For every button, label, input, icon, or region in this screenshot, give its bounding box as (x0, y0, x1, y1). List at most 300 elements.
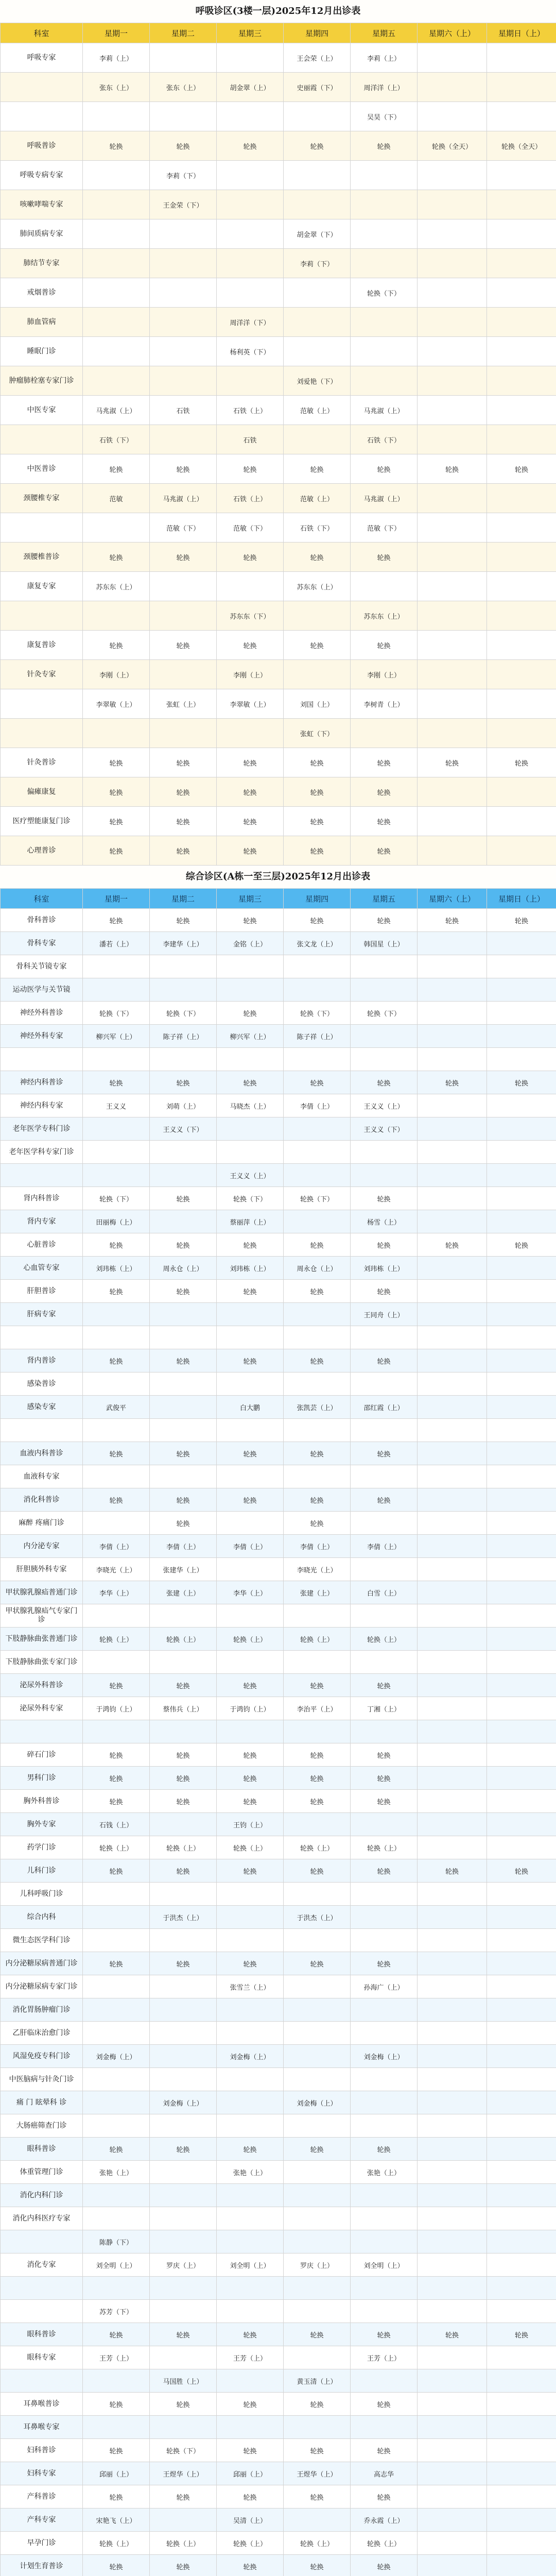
table-row (1, 631, 556, 660)
schedule-cell (150, 219, 217, 249)
department-cell: 早孕门诊 (1, 2532, 83, 2555)
schedule-cell (487, 836, 556, 866)
table-row (1, 572, 556, 601)
table-row (1, 2485, 556, 2509)
schedule-cell (284, 102, 351, 131)
schedule-cell: 轮换 (217, 131, 284, 161)
schedule-cell (83, 1604, 150, 1628)
schedule-cell: 李刚（上） (83, 660, 150, 689)
table-row (1, 1581, 556, 1604)
schedule-cell (351, 1720, 418, 1743)
schedule-cell (487, 2509, 556, 2532)
schedule-cell (150, 43, 217, 73)
department-cell: 消化科普诊 (1, 1488, 83, 1512)
schedule-cell (83, 2277, 150, 2300)
department-cell: 眼科专家 (1, 2346, 83, 2369)
schedule-cell: 孙海广（上） (351, 1975, 418, 1998)
schedule-cell (487, 102, 556, 131)
schedule-cell (217, 2416, 284, 2439)
schedule-cell (487, 1002, 556, 1025)
schedule-cell: 轮换 (351, 1790, 418, 1813)
schedule-cell: 轮换 (351, 1233, 418, 1257)
schedule-cell: 刘玮栋（上） (83, 1257, 150, 1280)
schedule-cell (351, 978, 418, 1002)
table-row (1, 1048, 556, 1071)
department-cell: 中医脑病与针灸门诊 (1, 2068, 83, 2091)
schedule-cell (418, 1651, 487, 1674)
schedule-cell: 轮换（下） (217, 1187, 284, 1210)
schedule-cell: 轮换 (217, 1790, 284, 1813)
schedule-cell (351, 1906, 418, 1929)
schedule-cell (351, 1929, 418, 1952)
schedule-cell (284, 1164, 351, 1187)
schedule-cell: 柳兴军（上） (217, 1025, 284, 1048)
schedule-cell: 李翠敏（上） (83, 689, 150, 719)
schedule-cell (487, 1303, 556, 1326)
schedule-cell: 于鸿钧（上） (83, 1697, 150, 1720)
schedule-cell: 轮换 (217, 1488, 284, 1512)
schedule-cell (351, 2416, 418, 2439)
schedule-cell: 轮换（全天） (487, 131, 556, 161)
schedule-cell (150, 2161, 217, 2184)
schedule-cell (418, 1883, 487, 1906)
schedule-cell (284, 2022, 351, 2045)
table-row (1, 2277, 556, 2300)
schedule-cell (487, 2393, 556, 2416)
schedule-cell (418, 1117, 487, 1141)
schedule-cell: 轮换 (284, 1442, 351, 1465)
schedule-cell (487, 978, 556, 1002)
schedule-cell (284, 1048, 351, 1071)
schedule-cell: 轮换 (83, 1743, 150, 1767)
department-cell: 甲状腺乳腺疝普通门诊 (1, 1581, 83, 1604)
table-row (1, 2323, 556, 2346)
schedule-cell: 轮换 (83, 2323, 150, 2346)
schedule-cell (487, 932, 556, 955)
department-cell: 中医专家 (1, 396, 83, 425)
schedule-cell (487, 308, 556, 337)
schedule-cell (418, 2532, 487, 2555)
schedule-cell (217, 1465, 284, 1488)
schedule-cell: 轮换 (150, 2393, 217, 2416)
schedule-cell: 轮换（上） (83, 1628, 150, 1651)
schedule-cell (351, 1048, 418, 1071)
schedule-cell (217, 955, 284, 978)
department-cell: 心理普诊 (1, 836, 83, 866)
schedule-cell (487, 1998, 556, 2022)
schedule-cell: 轮换 (284, 777, 351, 807)
schedule-cell (487, 1790, 556, 1813)
table-header-row (1, 889, 556, 909)
schedule-cell (487, 1396, 556, 1419)
schedule-cell (83, 719, 150, 748)
table-row (1, 2022, 556, 2045)
table-row (1, 1465, 556, 1488)
schedule-cell: 王煜华（上） (150, 2462, 217, 2485)
schedule-cell (418, 1141, 487, 1164)
schedule-cell (487, 1929, 556, 1952)
schedule-cell: 轮换 (217, 2393, 284, 2416)
schedule-cell: 轮换 (150, 1442, 217, 1465)
schedule-cell (284, 278, 351, 308)
schedule-cell (150, 1720, 217, 1743)
schedule-cell (217, 2230, 284, 2253)
table-row (1, 1257, 556, 1280)
table-row (1, 73, 556, 102)
table-row (1, 308, 556, 337)
schedule-cell (487, 2277, 556, 2300)
schedule-cell (418, 1836, 487, 1859)
department-cell (1, 1164, 83, 1187)
schedule-cell (83, 219, 150, 249)
schedule-cell (217, 2114, 284, 2138)
schedule-cell: 李莉（下） (150, 161, 217, 190)
department-cell: 神经内科专家 (1, 1094, 83, 1117)
schedule-cell (83, 1906, 150, 1929)
schedule-cell (284, 1883, 351, 1906)
schedule-cell: 李华（上） (83, 1581, 150, 1604)
schedule-cell (284, 2068, 351, 2091)
schedule-cell (418, 2416, 487, 2439)
schedule-cell (487, 73, 556, 102)
table-row (1, 366, 556, 396)
schedule-cell (284, 2184, 351, 2207)
schedule-cell (284, 2277, 351, 2300)
schedule-cell (217, 1372, 284, 1396)
schedule-cell (284, 1975, 351, 1998)
schedule-cell: 石铁（下） (284, 513, 351, 543)
column-header: 星期三 (217, 889, 284, 909)
schedule-cell: 轮换 (83, 1349, 150, 1372)
schedule-cell (418, 631, 487, 660)
schedule-cell (351, 2300, 418, 2323)
table-row (1, 777, 556, 807)
schedule-cell (217, 572, 284, 601)
schedule-cell: 轮换 (217, 2323, 284, 2346)
schedule-cell: 范敏 (83, 484, 150, 513)
schedule-cell (83, 2114, 150, 2138)
schedule-cell: 轮换（下） (351, 1002, 418, 1025)
schedule-cell (487, 1743, 556, 1767)
table-row (1, 2369, 556, 2393)
schedule-cell: 轮换 (150, 1233, 217, 1257)
schedule-cell (418, 1558, 487, 1581)
schedule-cell (150, 366, 217, 396)
table-row (1, 1071, 556, 1094)
schedule-cell (351, 2207, 418, 2230)
schedule-cell (418, 1813, 487, 1836)
schedule-cell: 轮换 (150, 909, 217, 932)
table-row (1, 278, 556, 308)
department-cell: 计划生育普诊 (1, 2555, 83, 2576)
schedule-cell (351, 2114, 418, 2138)
schedule-cell: 李倩（上） (83, 1535, 150, 1558)
schedule-cell: 苏东东（上） (284, 572, 351, 601)
schedule-cell: 轮换 (351, 1071, 418, 1094)
schedule-cell: 范敏（上） (284, 484, 351, 513)
schedule-cell (487, 513, 556, 543)
schedule-cell (487, 601, 556, 631)
schedule-cell (487, 2532, 556, 2555)
schedule-cell (83, 1975, 150, 1998)
schedule-cell (418, 2277, 487, 2300)
schedule-cell (217, 43, 284, 73)
schedule-cell (284, 1651, 351, 1674)
department-cell: 肺血管病 (1, 308, 83, 337)
schedule-cell (284, 1141, 351, 1164)
schedule-cell: 刘国（上） (284, 689, 351, 719)
schedule-cell (284, 1998, 351, 2022)
schedule-cell: 轮换 (351, 2323, 418, 2346)
table-row (1, 2439, 556, 2462)
department-cell: 儿科门诊 (1, 1859, 83, 1883)
schedule-cell (83, 1720, 150, 1743)
schedule-cell (83, 2207, 150, 2230)
department-cell: 肝胆普诊 (1, 1280, 83, 1303)
schedule-cell: 轮换 (351, 1859, 418, 1883)
schedule-cell: 刘金梅（上） (351, 2045, 418, 2068)
table-row (1, 396, 556, 425)
schedule-cell: 轮换 (418, 909, 487, 932)
schedule-cell: 罗庆（上） (150, 2253, 217, 2277)
schedule-cell: 轮换 (351, 2555, 418, 2576)
department-cell: 医疗塑能康复门诊 (1, 807, 83, 836)
schedule-cell: 轮换 (487, 1233, 556, 1257)
schedule-cell: 李刚（上） (351, 660, 418, 689)
schedule-cell: 石铁（上） (217, 396, 284, 425)
table-row (1, 43, 556, 73)
schedule-cell (150, 2068, 217, 2091)
department-cell (1, 1419, 83, 1442)
department-cell: 神经内科普诊 (1, 1071, 83, 1094)
schedule-cell (487, 2114, 556, 2138)
schedule-cell: 轮换 (284, 748, 351, 777)
schedule-cell (418, 689, 487, 719)
schedule-cell: 轮换 (217, 1442, 284, 1465)
schedule-cell: 石铁（下） (351, 425, 418, 454)
schedule-cell: 轮换 (418, 454, 487, 484)
schedule-cell (418, 1674, 487, 1697)
schedule-cell (351, 308, 418, 337)
schedule-cell: 潘若（上） (83, 932, 150, 955)
schedule-cell: 武俊平 (83, 1396, 150, 1419)
schedule-cell: 史丽霞（下） (284, 73, 351, 102)
schedule-cell (418, 2485, 487, 2509)
table-row (1, 2207, 556, 2230)
schedule-cell: 轮换 (150, 1790, 217, 1813)
schedule-cell: 轮换（上） (217, 1836, 284, 1859)
schedule-cell (487, 2416, 556, 2439)
schedule-cell (418, 2369, 487, 2393)
department-cell (1, 513, 83, 543)
department-cell (1, 1720, 83, 1743)
department-cell: 感染普诊 (1, 1372, 83, 1396)
schedule-cell (418, 2207, 487, 2230)
department-cell: 神经外科普诊 (1, 1002, 83, 1025)
department-cell (1, 2369, 83, 2393)
schedule-cell: 轮换 (487, 748, 556, 777)
department-cell: 肿瘤肺栓塞专家门诊 (1, 366, 83, 396)
schedule-cell: 轮换 (83, 131, 150, 161)
schedule-cell (487, 1581, 556, 1604)
schedule-cell (351, 337, 418, 366)
schedule-cell (217, 1883, 284, 1906)
department-cell: 麻醉 疼痛门诊 (1, 1512, 83, 1535)
schedule-cell: 轮换 (217, 909, 284, 932)
schedule-cell: 轮换 (150, 2323, 217, 2346)
schedule-cell (418, 2068, 487, 2091)
schedule-cell (418, 1535, 487, 1558)
department-cell: 消化内科门诊 (1, 2184, 83, 2207)
schedule-cell (351, 2277, 418, 2300)
schedule-cell (284, 601, 351, 631)
schedule-cell (418, 102, 487, 131)
schedule-cell: 轮换 (284, 1674, 351, 1697)
schedule-cell: 刘全明（上） (351, 2253, 418, 2277)
department-cell: 内分泌糖尿病专家门诊 (1, 1975, 83, 1998)
schedule-cell: 轮换 (217, 2138, 284, 2161)
table-row (1, 1790, 556, 1813)
schedule-cell: 轮换 (150, 2555, 217, 2576)
schedule-cell: 李倩（上） (284, 1094, 351, 1117)
schedule-cell (487, 2439, 556, 2462)
schedule-cell: 轮换 (487, 909, 556, 932)
schedule-cell (418, 955, 487, 978)
schedule-cell: 李晓光（上） (83, 1558, 150, 1581)
schedule-cell (217, 190, 284, 219)
department-cell: 胸外专家 (1, 1813, 83, 1836)
schedule-cell (217, 1651, 284, 1674)
schedule-cell: 轮换 (83, 1488, 150, 1512)
schedule-cell (83, 1164, 150, 1187)
schedule-cell: 胡金翠（下） (284, 219, 351, 249)
schedule-cell: 轮换 (83, 777, 150, 807)
schedule-cell: 轮换 (284, 131, 351, 161)
schedule-cell (150, 1883, 217, 1906)
schedule-cell: 轮换 (217, 1859, 284, 1883)
schedule-cell: 轮换 (284, 2439, 351, 2462)
table-row (1, 2253, 556, 2277)
schedule-cell (150, 2300, 217, 2323)
department-cell: 肾内专家 (1, 1210, 83, 1233)
department-cell: 颈腰椎专家 (1, 484, 83, 513)
table-row (1, 2114, 556, 2138)
department-cell (1, 73, 83, 102)
schedule-cell (418, 1790, 487, 1813)
schedule-cell: 轮换 (284, 1071, 351, 1094)
schedule-cell (83, 249, 150, 278)
schedule-cell (487, 1164, 556, 1187)
schedule-cell (217, 1906, 284, 1929)
schedule-cell (83, 308, 150, 337)
schedule-cell (284, 308, 351, 337)
schedule-cell: 轮换 (284, 1767, 351, 1790)
schedule-cell: 轮换 (217, 2555, 284, 2576)
schedule-cell: 轮换 (351, 1442, 418, 1465)
schedule-cell (217, 1117, 284, 1141)
schedule-cell (284, 1720, 351, 1743)
schedule-cell (487, 161, 556, 190)
schedule-cell: 轮换（上） (351, 1836, 418, 1859)
schedule-cell (487, 484, 556, 513)
schedule-cell (418, 719, 487, 748)
table-row (1, 1488, 556, 1512)
schedule-cell: 轮换 (83, 631, 150, 660)
schedule-cell (487, 2253, 556, 2277)
schedule-cell (83, 1419, 150, 1442)
schedule-cell (487, 1280, 556, 1303)
department-cell: 大肠癌筛查门诊 (1, 2114, 83, 2138)
schedule-cell (217, 1998, 284, 2022)
schedule-cell: 轮换（下） (150, 1002, 217, 1025)
schedule-cell: 轮换 (487, 2323, 556, 2346)
table-row (1, 249, 556, 278)
schedule-cell (418, 1767, 487, 1790)
schedule-cell: 马兆淑（上） (150, 484, 217, 513)
schedule-cell (150, 425, 217, 454)
schedule-cell (487, 1488, 556, 1512)
schedule-cell: 石铁（下） (83, 425, 150, 454)
table-row (1, 1697, 556, 1720)
schedule-cell: 石铁（上） (217, 484, 284, 513)
schedule-cell (284, 161, 351, 190)
schedule-cell (217, 1303, 284, 1326)
schedule-cell: 轮换 (418, 2323, 487, 2346)
schedule-cell: 石铁 (150, 396, 217, 425)
department-cell: 消化专家 (1, 2253, 83, 2277)
schedule-cell (487, 2022, 556, 2045)
schedule-cell (284, 1210, 351, 1233)
table-row (1, 1743, 556, 1767)
table-row (1, 2161, 556, 2184)
schedule-cell (487, 719, 556, 748)
schedule-cell (487, 1465, 556, 1488)
schedule-cell: 轮换（上） (83, 1836, 150, 1859)
schedule-cell: 马兆淑（上） (351, 484, 418, 513)
schedule-cell (284, 337, 351, 366)
schedule-cell (418, 190, 487, 219)
schedule-cell: 轮换 (487, 454, 556, 484)
department-cell (1, 1048, 83, 1071)
schedule-cell: 轮换 (150, 543, 217, 572)
schedule-cell: 轮换（上） (150, 1628, 217, 1651)
schedule-cell: 轮换 (150, 1512, 217, 1535)
schedule-cell (217, 1604, 284, 1628)
schedule-cell (217, 2300, 284, 2323)
schedule-cell (487, 2346, 556, 2369)
schedule-cell (418, 1720, 487, 1743)
schedule-cell (418, 777, 487, 807)
schedule-cell: 黄玉清（上） (284, 2369, 351, 2393)
schedule-cell (418, 2462, 487, 2485)
schedule-cell (351, 2184, 418, 2207)
schedule-cell: 于洪杰（上） (150, 1906, 217, 1929)
column-header: 星期一 (83, 889, 150, 909)
table-row (1, 425, 556, 454)
schedule-cell (487, 2230, 556, 2253)
schedule-cell (418, 219, 487, 249)
schedule-cell: 张艳（上） (217, 2161, 284, 2184)
department-cell: 泌尿外科普诊 (1, 1674, 83, 1697)
schedule-cell: 轮换（下） (150, 2439, 217, 2462)
schedule-cell: 轮换 (418, 748, 487, 777)
schedule-cell: 柳兴军（上） (83, 1025, 150, 1048)
schedule-cell (487, 1094, 556, 1117)
schedule-table (0, 23, 556, 866)
schedule-cell: 乔永霞（上） (351, 2509, 418, 2532)
schedule-cell (487, 2300, 556, 2323)
department-cell (1, 719, 83, 748)
